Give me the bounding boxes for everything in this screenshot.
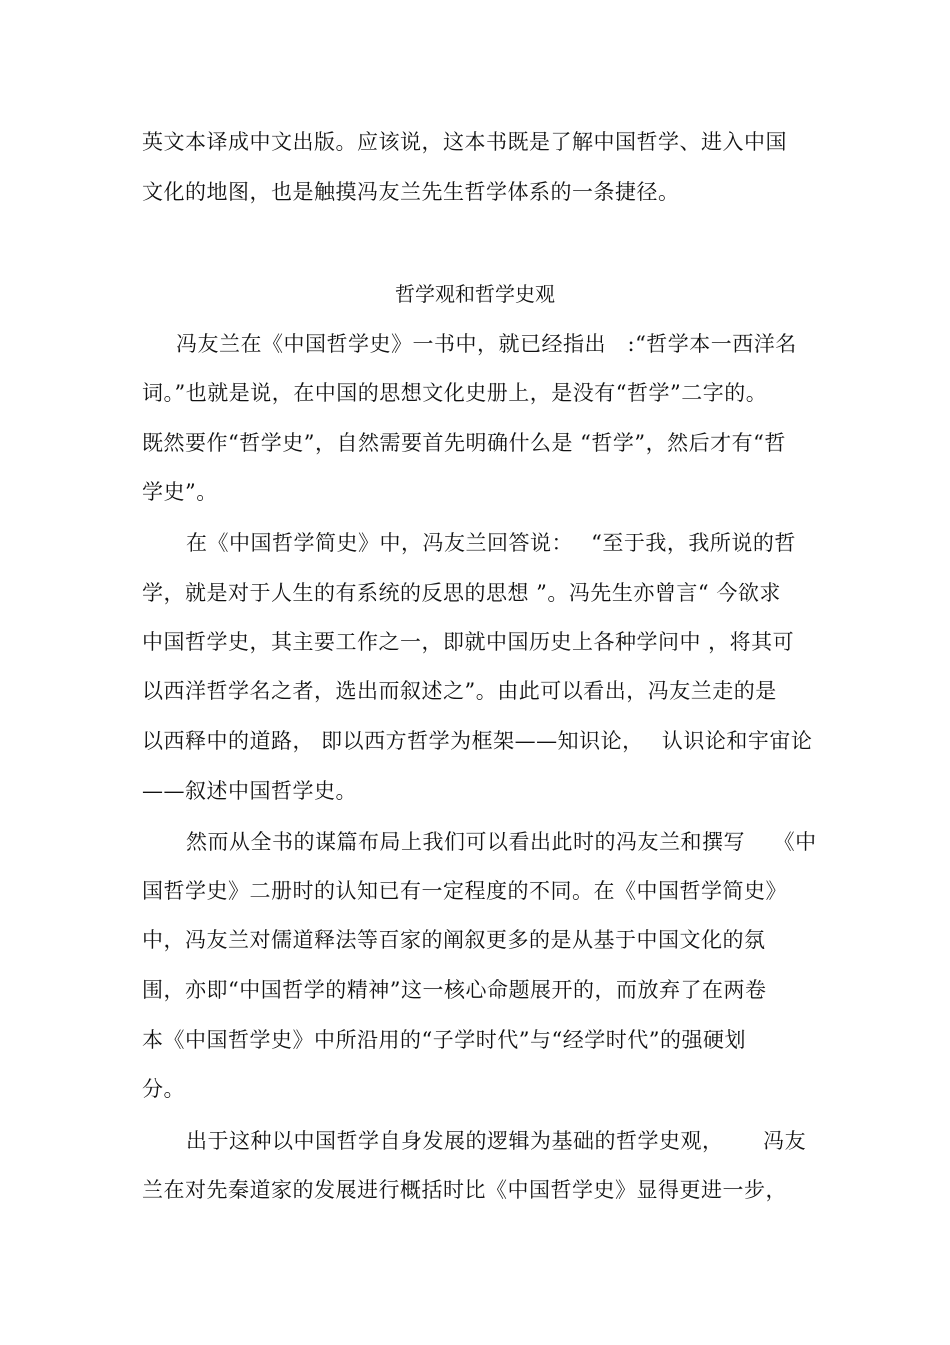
paragraph4-line-2: 兰在对先秦道家的发展进行概括时比《中国哲学史》显得更进一步， [142, 1178, 787, 1202]
paragraph1-line-4: 学史”。 [142, 480, 218, 504]
paragraph2-line-1: 在《中国哲学简史》中，冯友兰回答说： “至于我，我所说的哲 [186, 531, 796, 555]
paragraph1-line-3: 既然要作“哲学史”，自然需要首先明确什么是 “哲学”，然后才有“哲 [142, 431, 786, 455]
paragraph3-line-1: 然而从全书的谋篇布局上我们可以看出此时的冯友兰和撰写 《中 [186, 830, 817, 854]
paragraph2-line-5: 以西释中的道路， 即以西方哲学为框架——知识论， 认识论和宇宙论 [142, 729, 813, 753]
intro-line-2: 文化的地图，也是触摸冯友兰先生哲学体系的一条捷径。 [142, 180, 680, 204]
paragraph1-line-2: 词。”也就是说，在中国的思想文化史册上，是没有“哲学”二字的。 [142, 381, 768, 405]
paragraph3-line-6: 分。 [142, 1077, 185, 1101]
paragraph3-line-4: 围，亦即“中国哲学的精神”这一核心命题展开的，而放弃了在两卷 [142, 978, 767, 1002]
paragraph3-line-5: 本《中国哲学史》中所沿用的“子学时代”与“经学时代”的强硬划 [142, 1028, 746, 1052]
paragraph2-line-3: 中国哲学史，其主要工作之一，即就中国历史上各种学问中 ，将其可 [142, 630, 795, 654]
paragraph2-line-2: 学，就是对于人生的有系统的反思的思想 ”。冯先生亦曾言“ 今欲求 [142, 581, 781, 605]
section-heading: 哲学观和哲学史观 [395, 282, 555, 306]
paragraph2-line-4: 以西洋哲学名之者，选出而叙述之”。由此可以看出，冯友兰走的是 [142, 679, 777, 703]
intro-line-1: 英文本译成中文出版。应该说，这本书既是了解中国哲学、进入中国 [142, 130, 787, 154]
paragraph1-line-1: 冯友兰在《中国哲学史》一书中，就已经指出 :“哲学本一西洋名 [176, 332, 797, 356]
paragraph3-line-2: 国哲学史》二册时的认知已有一定程度的不同。在《中国哲学简史》 [142, 879, 787, 903]
paragraph3-line-3: 中，冯友兰对儒道释法等百家的阐叙更多的是从基于中国文化的氛 [142, 928, 766, 952]
paragraph4-line-1: 出于这种以中国哲学自身发展的逻辑为基础的哲学史观， 冯友 [186, 1129, 807, 1153]
paragraph2-line-6: ——叙述中国哲学史。 [142, 779, 357, 803]
